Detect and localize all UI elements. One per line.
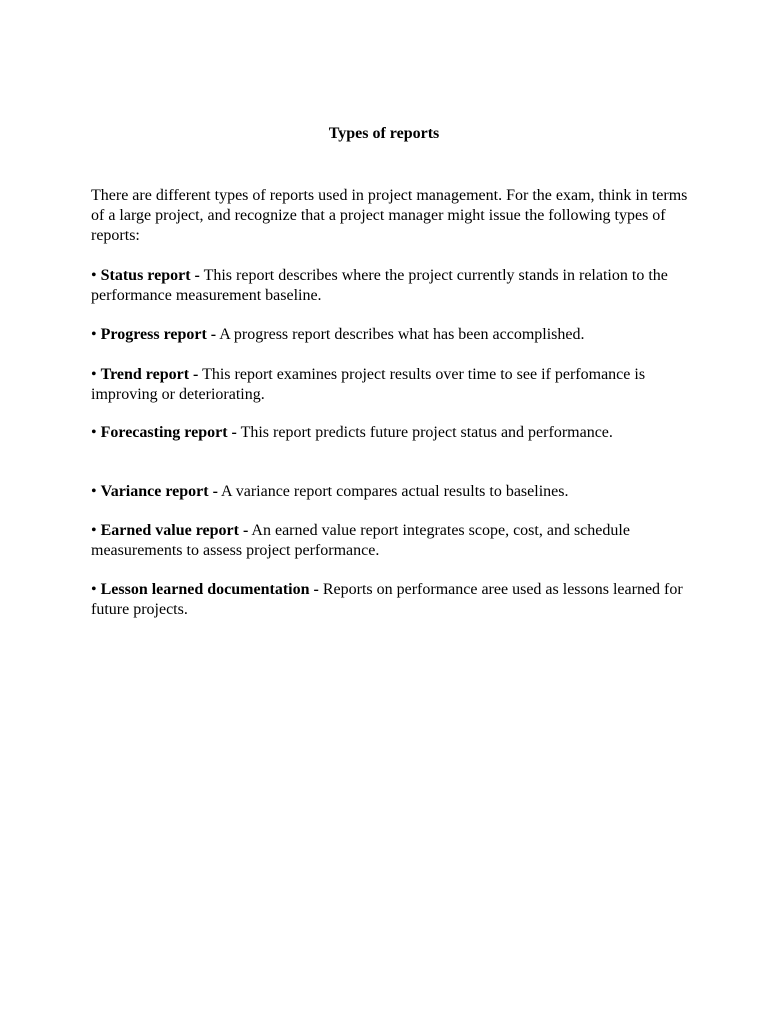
bullet: • xyxy=(91,424,97,441)
bullet: • xyxy=(91,483,97,500)
term-label: Variance report - xyxy=(100,483,218,500)
list-item-trend-report xyxy=(91,365,691,405)
term-description: This report predicts future project status and performance. xyxy=(236,424,613,441)
term-label: Forecasting report - xyxy=(100,424,237,441)
list-item-lesson-learned-documentation xyxy=(91,580,691,620)
list-item-variance-report xyxy=(91,482,691,502)
term-description: An earned value report integrates scope, cost, and schedule measurements to assess project performance. xyxy=(91,522,630,559)
term-label: Status report - xyxy=(100,267,200,284)
term-description: A variance report compares actual results to baselines. xyxy=(217,483,569,500)
intro-paragraph: There are different types of reports used in project management. For the exam, think in terms of a large project, and recognize that a project manager might issue the following types of reports: xyxy=(91,187,688,244)
term-description: This report examines project results over time to see if perfomance is improving or deteriorating. xyxy=(91,366,646,403)
bullet: • xyxy=(91,366,97,383)
term-description: This report describes where the project currently stands in relation to the performance measurement baseline. xyxy=(91,267,668,304)
bullet: • xyxy=(91,326,97,343)
term-label: Trend report - xyxy=(100,366,199,383)
term-label: Progress report - xyxy=(100,326,217,343)
list-item-status-report xyxy=(91,266,691,306)
term-label: Lesson learned documentation - xyxy=(100,581,319,598)
term-description: A progress report describes what has been accomplished. xyxy=(216,326,585,343)
term-label: Earned value report - xyxy=(100,522,249,539)
term-description: Reports on performance aree used as lessons learned for future projects. xyxy=(91,581,683,618)
bullet: • xyxy=(91,267,97,284)
list-item-progress-report xyxy=(91,325,691,345)
bullet: • xyxy=(91,581,97,598)
list-item-earned-value-report xyxy=(91,521,691,561)
bullet: • xyxy=(91,522,97,539)
list-item-forecasting-report xyxy=(91,423,691,443)
page-title: Types of reports xyxy=(328,125,440,142)
